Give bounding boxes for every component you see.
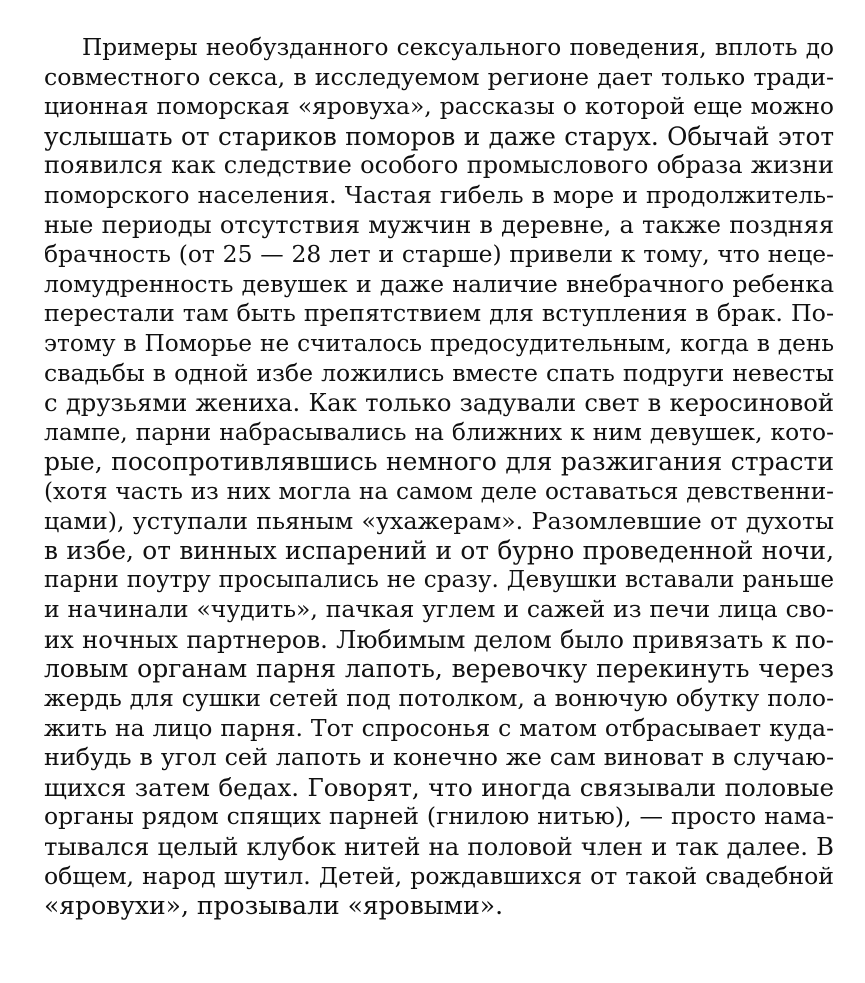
text-line: нибудь в угол сей лапоть и конечно же сам виноват в случаю- bbox=[44, 743, 834, 772]
text-line: их ночных партнеров. Любимым делом было привязать к по- bbox=[44, 624, 834, 654]
text-line: в избе, от винных испарений и от бурно проведенной ночи, bbox=[44, 536, 834, 566]
text-line: поморского населения. Частая гибель в море и продолжитель- bbox=[44, 180, 834, 209]
text-line: общем, народ шутил. Детей, рождавшихся от такой свадебной bbox=[44, 861, 834, 890]
text-line: тывался целый клубок нитей на половой член и так далее. В bbox=[44, 832, 834, 862]
text-line: щихся затем бедах. Говорят, что иногда связывали половые bbox=[44, 772, 834, 802]
text-line: органы рядом спящих парней (гнилою нитью), — просто нама- bbox=[44, 802, 834, 831]
text-line: ные периоды отсутствия мужчин в деревне, а также поздняя bbox=[44, 210, 834, 239]
text-line: цами), уступали пьяным «ухажерам». Разомлевшие от духоты bbox=[44, 506, 834, 535]
text-line: с друзьями жениха. Как только задували свет в керосиновой bbox=[44, 388, 834, 418]
text-line: брачность (от 25 — 28 лет и старше) привели к тому, что неце- bbox=[44, 240, 834, 269]
text-line: лампе, парни набрасывались на ближних к ним девушек, кото- bbox=[44, 417, 834, 446]
text-line: ционная поморская «яровуха», рассказы о которой еще можно bbox=[44, 92, 834, 121]
text-line: и начинали «чудить», пачкая углем и сажей из печи лица сво- bbox=[44, 595, 834, 624]
text-line: появился как следствие особого промыслового образа жизни bbox=[44, 151, 834, 180]
text-line: свадьбы в одной избе ложились вместе спать подруги невесты bbox=[44, 358, 834, 387]
text-line: услышать от стариков поморов и даже старух. Обычай этот bbox=[44, 121, 834, 151]
text-line: (хотя часть из них могла на самом деле оставаться девственни- bbox=[44, 477, 834, 505]
text-line: жердь для сушки сетей под потолком, а вонючую обутку поло- bbox=[44, 684, 834, 713]
text-line: ломудренность девушек и даже наличие внебрачного ребенка bbox=[44, 269, 834, 298]
paragraph bbox=[44, 33, 834, 921]
text-line: парни поутру просыпались не сразу. Девушки вставали раньше bbox=[44, 566, 834, 593]
text-line: совместного секса, в исследуемом регионе дает только тради- bbox=[44, 62, 834, 91]
text-line: этому в Поморье не считалось предосудительным, когда в день bbox=[44, 329, 834, 357]
text-line: жить на лицо парня. Тот спросонья с матом отбрасывает куда- bbox=[44, 713, 834, 742]
text-line: перестали там быть препятствием для вступления в брак. По- bbox=[44, 299, 834, 328]
text-line: Примеры необузданного сексуального поведения, вплоть до bbox=[82, 34, 834, 61]
text-line: «яровухи», прозывали «яровыми». bbox=[44, 891, 504, 921]
text-line: рые, посопротивлявшись немного для разжигания страсти bbox=[44, 447, 834, 477]
text-line: ловым органам парня лапоть, веревочку перекинуть через bbox=[44, 654, 834, 684]
